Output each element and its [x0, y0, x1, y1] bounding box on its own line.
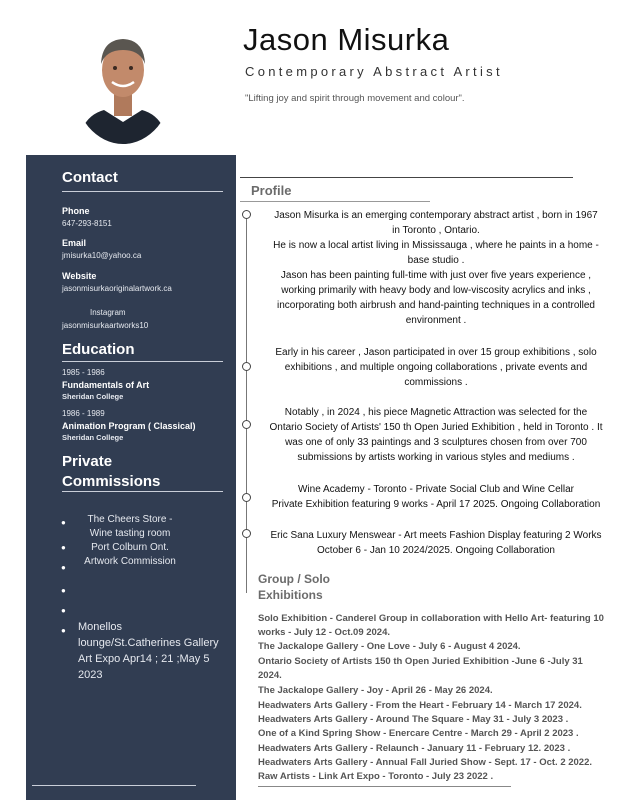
exhibition-line: Headwaters Arts Gallery - From the Heart - February 14 - March 17 2024.	[258, 700, 582, 711]
exhibitions-heading-line: Exhibitions	[258, 588, 323, 602]
artist-role: Contemporary Abstract Artist	[245, 64, 503, 79]
exhibitions-heading-line: Group / Solo	[258, 572, 330, 586]
profile-paragraph	[256, 208, 616, 328]
profile-paragraph	[256, 528, 616, 558]
profile-line: Wine Academy - Toronto - Private Social Club and Wine Cellar	[297, 484, 575, 495]
profile-paragraph	[256, 345, 616, 390]
timeline-dot-icon	[242, 529, 251, 538]
exhibition-line: One of a Kind Spring Show - Enercare Centre - March 29 - April 2 2023 .	[258, 728, 579, 739]
exhibition-line: 2024.	[258, 670, 282, 681]
profile-line: was one of only 33 paintings and 3 sculptures chosen from over 700	[285, 437, 587, 448]
commission-item	[70, 513, 190, 569]
phone-value: 647-293-8151	[62, 219, 112, 228]
commission-line: Wine tasting room	[89, 528, 171, 539]
exhibitions-heading	[258, 571, 330, 603]
edu-program: Fundamentals of Art	[62, 380, 150, 390]
profile-photo	[74, 26, 172, 144]
profile-line: incorporating both airbrush and hand-painting techniques in a controlled	[277, 300, 595, 311]
profile-paragraph	[256, 482, 616, 512]
exhibition-line: Solo Exhibition - Canderel Group in collaboration with Hello Art- featuring 10	[258, 613, 604, 624]
exhibition-line: The Jackalope Gallery - One Love - July 6 - August 4 2024.	[258, 641, 521, 652]
timeline-dot-icon	[242, 420, 251, 429]
divider	[240, 201, 430, 202]
edu-program: Animation Program ( Classical)	[62, 421, 196, 431]
timeline-dot-icon	[242, 493, 251, 502]
profile-heading: Profile	[251, 183, 292, 198]
commission-line: lounge/St.Catherines Gallery	[78, 637, 219, 649]
profile-line: Early in his career , Jason participated in over 15 group exhibitions , solo	[275, 347, 597, 358]
exhibition-line: Headwaters Arts Gallery - Annual Fall Juried Show - Sept. 17 - Oct. 2 2022.	[258, 757, 593, 768]
edu-school: Sheridan College	[62, 392, 124, 401]
exhibition-line: works - July 12 - Oct.09 2024.	[258, 627, 391, 638]
website-label: Website	[62, 271, 97, 281]
commission-line: Monellos	[78, 621, 123, 633]
profile-line: in Toronto , Ontario.	[392, 225, 480, 236]
email-value: jmisurka10@yahoo.ca	[62, 251, 142, 260]
divider	[32, 785, 196, 786]
profile-line: environment .	[405, 315, 467, 326]
profile-line: base studio .	[407, 255, 465, 266]
profile-line: Notably , in 2024 , his piece Magnetic Attraction was selected for the	[284, 407, 588, 418]
profile-line: exhibitions , and multiple ongoing collaborations , private events and	[284, 362, 588, 373]
email-label: Email	[62, 238, 87, 248]
commissions-heading-line2: Commissions	[62, 473, 161, 490]
artist-name: Jason Misurka	[243, 22, 450, 57]
exhibition-line: Ontario Society of Artists 150 th Open Juried Exhibition -June 6 -July 31	[258, 656, 583, 667]
exhibition-line: Headwaters Arts Gallery - Relaunch - January 11 - February 12. 2023 .	[258, 743, 571, 754]
bullet-icon: ●	[61, 563, 66, 572]
edu-years: 1986 - 1989	[62, 409, 105, 418]
timeline-dot-icon	[242, 210, 251, 219]
profile-line: He is now a local artist living in Mississauga , where he paints in a home -	[273, 240, 599, 251]
timeline-dot-icon	[242, 362, 251, 371]
edu-school: Sheridan College	[62, 433, 124, 442]
divider	[62, 191, 223, 192]
commission-line: 2023	[78, 669, 103, 681]
exhibition-line: Headwaters Arts Gallery - Around The Square - May 31 - July 3 2023 .	[258, 714, 569, 725]
profile-line: commissions .	[404, 377, 468, 388]
phone-label: Phone	[62, 206, 90, 216]
exhibition-line: Raw Artists - Link Art Expo - Toronto - July 23 2022 .	[258, 771, 494, 782]
bullet-icon: ●	[61, 626, 66, 635]
commission-line: Port Colburn Ont.	[91, 542, 169, 553]
instagram-value: jasonmisurkaartworks10	[62, 321, 149, 330]
profile-line: submissions by artists working in various styles and mediums .	[297, 452, 575, 463]
commission-line: The Cheers Store -	[87, 514, 173, 525]
exhibition-line: The Jackalope Gallery - Joy - April 26 - May 26 2024.	[258, 685, 493, 696]
commission-line: Artwork Commission	[84, 556, 176, 567]
profile-line: Jason has been painting full-time with just over five years experience ,	[280, 270, 592, 281]
bullet-icon: ●	[61, 606, 66, 615]
profile-line: Ontario Society of Artists' 150 th Open Juried Exhibition , held in Toronto . It	[269, 422, 603, 433]
divider	[258, 786, 511, 787]
commissions-heading-line1: Private	[62, 453, 113, 470]
divider	[62, 361, 223, 362]
commission-line: Art Expo Apr14 ; 21 ;May 5	[78, 653, 210, 665]
commission-item	[78, 619, 219, 683]
divider	[62, 491, 223, 492]
sidebar	[26, 155, 236, 800]
divider	[240, 177, 573, 178]
bullet-icon: ●	[61, 543, 66, 552]
profile-line: working primarily with heavy body and low-viscosity acrylics and inks ,	[281, 285, 591, 296]
website-value: jasonmisurkaoriginalartwork.ca	[62, 284, 172, 293]
bullet-icon: ●	[61, 518, 66, 527]
profile-line: Eric Sana Luxury Menswear - Art meets Fashion Display featuring 2 Works	[270, 530, 602, 541]
contact-heading: Contact	[62, 169, 118, 186]
profile-line: Jason Misurka is an emerging contemporary abstract artist , born in 1967	[274, 210, 598, 221]
instagram-label: Instagram	[90, 308, 126, 317]
profile-line: October 6 - Jan 10 2024/2025. Ongoing Collaboration	[317, 545, 555, 556]
education-heading: Education	[62, 341, 135, 358]
profile-line: Private Exhibition featuring 9 works - April 17 2025. Ongoing Collaboration	[271, 499, 601, 510]
artist-quote: "Lifting joy and spirit through movement and colour".	[245, 93, 465, 104]
edu-years: 1985 - 1986	[62, 368, 105, 377]
profile-paragraph	[256, 405, 616, 465]
bullet-icon: ●	[61, 586, 66, 595]
